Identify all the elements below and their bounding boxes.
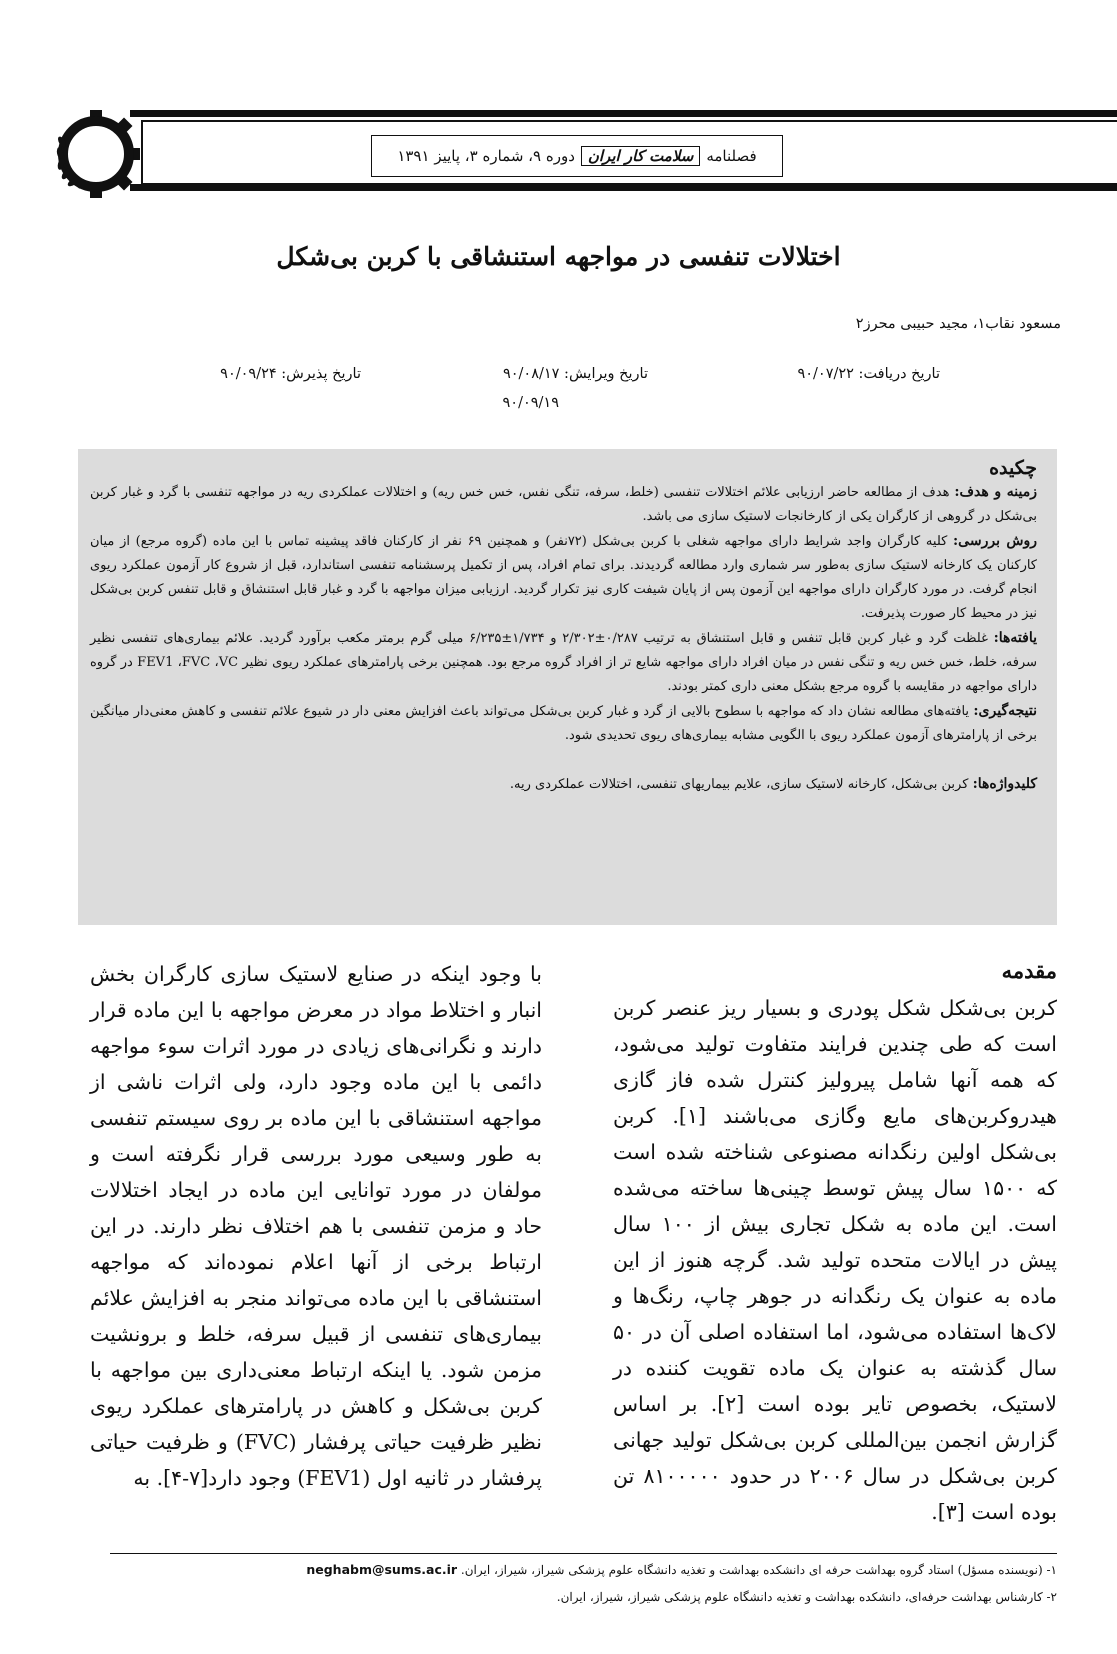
abstract-heading: چکیده [989, 457, 1037, 479]
abstract-results [90, 626, 1037, 699]
date-revised-second: ۹۰/۰۹/۱۹ [502, 395, 559, 411]
abstract-background-text: هدف از مطالعه حاضر ارزیابی علائم اختلالات تنفسی (خلط، سرفه، تنگی نفس، خس خس ریه) و اختلالات عملکردی ریه در مواجهه تنفسی با گرد و غبار کربن بی‌شکل در گروهی از کارگران یکی از کارخانجات لاستیک سازی می باشد. [90, 485, 1037, 524]
article-title: اختلالات تنفسی در مواجهه استنشاقی با کربن بی‌شکل [276, 242, 841, 271]
abstract-conclusion-label: نتیجه‌گیری: [973, 703, 1038, 719]
issue-info: دوره ۹، شماره ۳، پاییز ۱۳۹۱ [397, 147, 575, 165]
abstract-methods [90, 529, 1037, 626]
abstract-methods-text: کلیه کارگران واجد شرایط دارای مواجهه شغلی با کربن بی‌شکل (۷۲نفر) و همچنین ۶۹ نفر از کارکنان فاقد پیشینه تماس با این ماده (گروه مرجع) از میان کارکنان یک کارخانه لاستیک سازی به‌طور سر شماری وارد مطالعه گردیدند. برای تمام افراد، پس از تکمیل پرسشنامه تنفسی استاندارد، قبل از شروع کار آزمون عملکرد ریوی انجام گرفت. در مورد کارگران دارای مواجهه این آزمون پس از پایان شیفت کاری نیز تکرار گردید. ارزیابی میزان مواجهه با گرد و غبار قابل استنشاق و قابل تنفس کربن بی‌شکل نیز در محیط کار صورت پذیرفت. [90, 534, 1037, 621]
introduction-paragraph-1: کربن بی‌شکل شکل پودری و بسیار ریز عنصر کربن است که طی چندین فرایند متفاوت تولید می‌شود، که همه آنها شامل پیرولیز کنترل شده فاز گازی هیدروکربن‌های مایع وگازی می‌باشند [۱]. کربن بی‌شکل اولین رنگدانه مصنوعی شناخته شده است که ۱۵۰۰ سال پیش توسط چینی‌ها ساخته می‌شده است. این ماده به شکل تجاری بیش از ۱۰۰ سال پیش در ایالات متحده تولید شد. گرچه هنوز از این ماده به عنوان یک رنگدانه در جوهر چاپ، رنگ‌ها و لاک‌ها استفاده می‌شود، اما استفاده اصلی آن در ۵۰ سال گذشته به عنوان یک ماده تقویت کننده در لاستیک، بخصوص تایر بوده است [۲]. بر اساس گزارش انجمن بین‌المللی کربن بی‌شکل تولید جهانی کربن بی‌شکل در سال ۲۰۰۶ در حدود ۸۱۰۰۰۰۰ تن بوده است [۳]. [613, 996, 1058, 1524]
journal-brand: سلامت کار ایران [581, 146, 700, 166]
author-email[interactable]: neghabm@sums.ac.ir [306, 1562, 458, 1577]
body-column-left [90, 956, 542, 1496]
abstract-methods-label: روش بررسی: [953, 533, 1038, 549]
journal-logo-icon [50, 108, 142, 200]
abstract-results-text: غلظت گرد و غبار کربن قابل تنفس و قابل استنشاق به ترتیب ۰/۲۸۷±۲/۳۰۲ و ۱/۷۳۴±۶/۲۳۵ میلی گرم برمتر مکعب برآورد گردید. علائم بیماری‌های تنفسی نظیر سرفه، خلط، خس خس ریه و تنگی نفس در میان افراد دارای مواجهه شایع تر از افراد گروه مرجع بود. همچنین برخی پارامترهای عملکرد ریوی نظیر FEV1 ،FVC ،VC در گروه دارای مواجهه در مقایسه با گروه مرجع بشکل معنی داری کمتر بودند. [90, 631, 1037, 694]
abstract-background [90, 480, 1037, 529]
abstract-box [78, 449, 1057, 925]
abstract-keywords-text: کربن بی‌شکل، کارخانه لاستیک سازی، علایم بیماریهای تنفسی، اختلالات عملکردی ریه. [509, 777, 969, 792]
abstract-conclusion [90, 699, 1037, 748]
header-rule-top [130, 110, 1117, 117]
journal-prefix: فصلنامه [706, 147, 757, 165]
date-received: تاریخ دریافت: ۹۰/۰۷/۲۲ [797, 366, 940, 382]
abstract-keywords-label: کلیدواژه‌ها: [972, 776, 1037, 792]
abstract-keywords [90, 772, 1037, 797]
author-list: مسعود نقاب۱، مجید حبیبی محرز۲ [855, 316, 1061, 332]
body-column-right [613, 956, 1057, 1530]
footnote-2: ۲- کارشناس بهداشت حرفه‌ای، دانشکده بهداشت و تغذیه دانشگاه علوم پزشکی شیراز، شیراز، ایران. [556, 1590, 1057, 1604]
date-revised: تاریخ ویرایش: ۹۰/۰۸/۱۷ [502, 366, 648, 382]
abstract-conclusion-text: یافته‌های مطالعه نشان داد که مواجهه با سطوح بالایی از گرد و غبار کربن بی‌شکل می‌تواند باعث افزایش معنی دار در شیوع علائم تنفسی و کاهش معنی‌دار میانگین برخی از پارامترهای آزمون عملکرد ریوی با الگویی مشابه بیماری‌های ریوی تحدیدی شود. [90, 704, 1037, 743]
footnote-1 [306, 1562, 1057, 1577]
header-rule-bottom [130, 184, 1117, 191]
date-accepted: تاریخ پذیرش: ۹۰/۰۹/۲۴ [220, 366, 361, 382]
footnote-rule [110, 1553, 1057, 1554]
section-heading-introduction: مقدمه [1001, 958, 1057, 983]
footnote-1-text: ۱- (نویسنده مسؤل) استاد گروه بهداشت حرفه ای دانشکده بهداشت و تغذیه دانشگاه علوم پزشکی شیراز، شیراز، ایران. [460, 1563, 1057, 1577]
abstract-results-label: یافته‌ها: [993, 630, 1037, 646]
journal-issue-box [371, 135, 783, 177]
abstract-background-label: زمینه و هدف: [954, 484, 1037, 500]
introduction-paragraph-2: با وجود اینکه در صنایع لاستیک سازی کارگران بخش انبار و اختلاط مواد در معرض مواجهه با این ماده قرار دارند و نگرانی‌های زیادی در مورد اثرات سوء مواجهه دائمی با این ماده وجود دارد، ولی اثرات ناشی از مواجهه استنشاقی با این ماده بر روی سیستم تنفسی به طور وسیعی مورد بررسی قرار نگرفته است و مولفان در مورد توانایی این ماده در ایجاد اختلالات حاد و مزمن تنفسی با هم اختلاف نظر دارند. در این ارتباط برخی از آنها اعلام نموده‌اند که مواجهه استنشاقی با این ماده می‌تواند منجر به افزایش علائم بیماری‌های تنفسی از قبیل سرفه، خلط و برونشیت مزمن شود. یا اینکه ارتباط معنی‌داری بین مواجهه با کربن بی‌شکل و کاهش در پارامترهای عملکرد ریوی نظیر ظرفیت حیاتی پرفشار (FVC) و ظرفیت حیاتی پرفشار در ثانیه اول (FEV1) وجود دارد[۷-۴]. به [90, 962, 542, 1490]
